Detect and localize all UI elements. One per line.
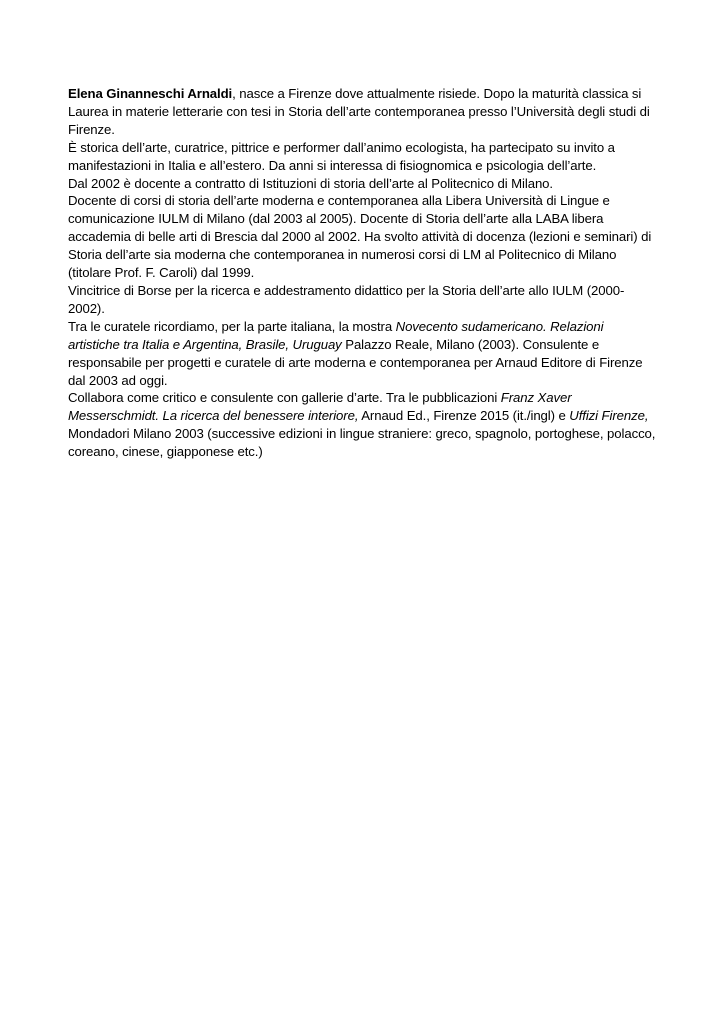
paragraph-publications: [68, 389, 658, 461]
text-run: Docente di corsi di storia dell’arte moderna e contemporanea alla Libera Università di Lingue e comunicazione IULM di Milano (dal 2003 al 2005). Docente di Storia dell’arte alla LABA libera accademia di belle arti di Brescia dal 2000 al 2002. Ha svolto attività di docenza (lezioni e seminari) di Storia dell’arte sia moderna che contemporanea in numerosi corsi di LM al Politecnico di Milano (titolare Prof. F. Caroli) dal 1999.: [68, 193, 652, 281]
text-run: Dal 2002 è docente a contratto di Istituzioni di storia dell’arte al Politecnico di Milano.: [68, 175, 553, 191]
paragraph-teaching-courses: [68, 192, 658, 282]
paragraph-teaching-polimi: [68, 175, 658, 193]
exhibition-title: Novecento sudamericano. Relazioni artistiche tra Italia e Argentina, Brasile, Uruguay: [68, 318, 604, 352]
biography-text: [68, 85, 658, 461]
text-run: Collabora come critico e consulente con gallerie d’arte. Tra le pubblicazioni: [68, 390, 501, 406]
text-run: , nasce a Firenze dove attualmente risiede. Dopo la maturità classica si Laurea in materie letterarie con tesi in Storia dell’arte contemporanea presso l’Università degli studi di Firenze.: [68, 86, 650, 137]
text-run: Palazzo Reale, Milano (2003). Consulente e responsabile per progetti e curatele di arte moderna e contemporanea per Arnaud Editore di Firenze dal 2003 ad oggi.: [68, 336, 643, 388]
text-run: Tra le curatele ricordiamo, per la parte italiana, la mostra: [68, 318, 396, 334]
paragraph-curatorship: [68, 318, 658, 390]
text-run: Mondadori Milano 2003 (successive edizioni in lingue straniere: greco, spagnolo, portoghese, polacco, coreano, cinese, giapponese etc.): [68, 426, 656, 460]
text-run: È storica dell’arte, curatrice, pittrice e performer dall’animo ecologista, ha partecipato su invito a manifestazioni in Italia e all’estero. Da anni si interessa di fisiognomica e psicologia dell’arte.: [68, 139, 615, 173]
publication-title: Franz Xaver Messerschmidt. La ricerca del benessere interiore,: [68, 390, 572, 424]
author-name: Elena Ginanneschi Arnaldi: [68, 86, 233, 101]
paragraph-profile: [68, 139, 658, 175]
text-run: Arnaud Ed., Firenze 2015 (it./ingl) e: [358, 408, 570, 424]
text-run: Vincitrice di Borse per la ricerca e addestramento didattico per la Storia dell’arte allo IULM (2000-2002).: [68, 282, 625, 316]
publication-title: Uffizi Firenze,: [569, 408, 649, 424]
paragraph-intro: [68, 85, 658, 139]
paragraph-research-grants: [68, 282, 658, 318]
